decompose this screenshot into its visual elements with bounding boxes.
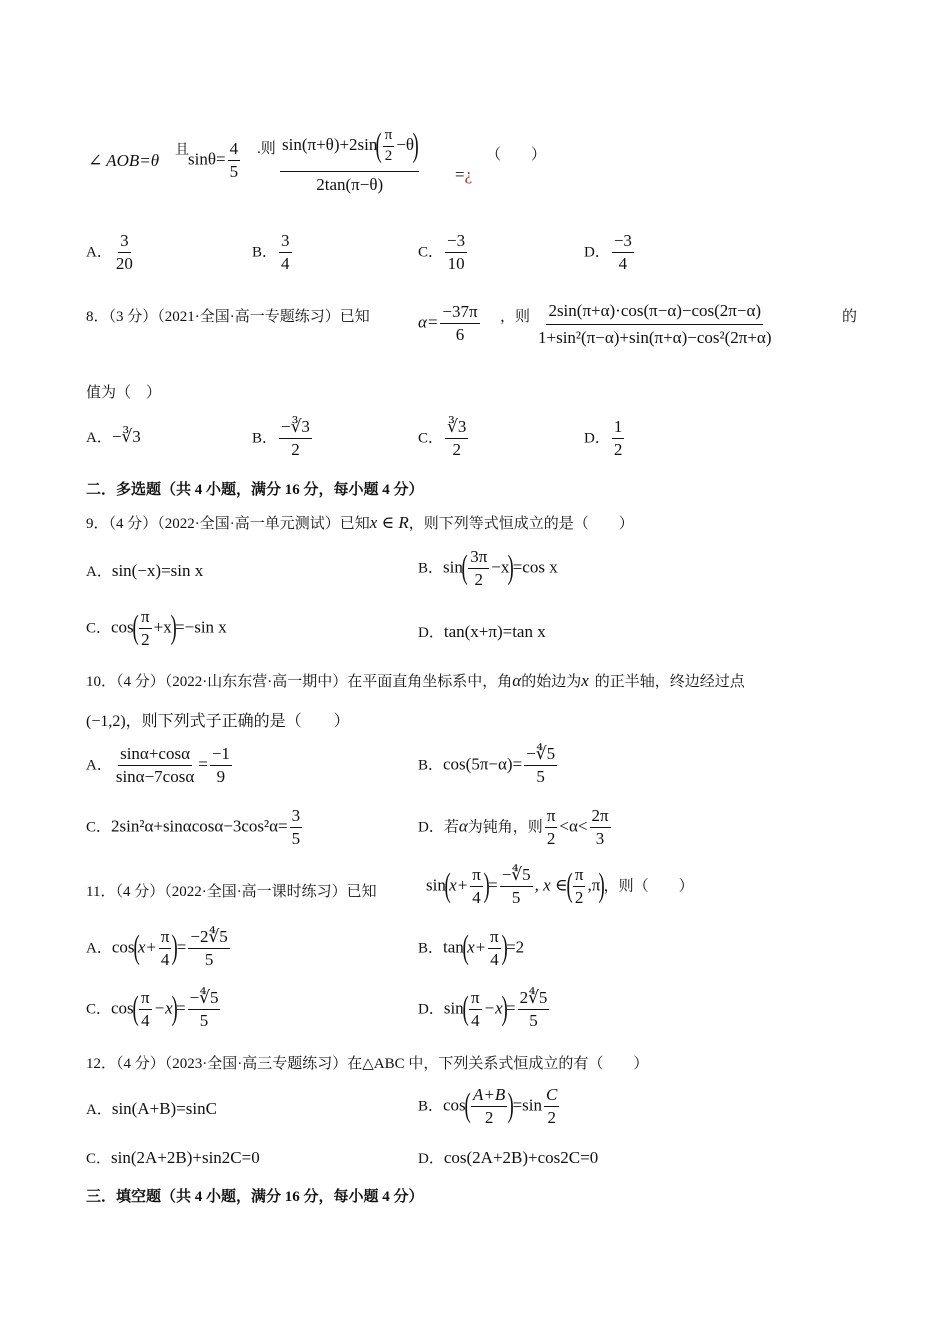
q12-b-den: 2 (484, 1107, 494, 1127)
q12-d-expr: cos(2A+2B)+cos2C=0 (443, 1148, 599, 1167)
q11-c-anum: π (139, 989, 152, 1010)
q11-b-label: B． (418, 940, 444, 957)
q11-a-eq: = (176, 937, 187, 957)
q7-eq (455, 166, 472, 183)
q7-b-label: B． (252, 244, 278, 261)
q8-a-label: A． (86, 430, 112, 446)
q10-c-den: 5 (291, 828, 301, 848)
q9-c-rhs: =−sin x (175, 617, 227, 637)
q11-d-arg: −x (483, 998, 503, 1018)
q7-inner-num: π (383, 128, 395, 147)
q11-eq: = (488, 875, 498, 895)
q8-alpha (418, 303, 482, 344)
q11-a-arg: x+ (137, 937, 157, 957)
q8-b-den: 2 (291, 439, 300, 459)
q7-ze: .则 (257, 141, 276, 157)
q11-c-eq: = (175, 998, 186, 1018)
q7-a-label: A． (86, 244, 112, 261)
q8-alpha-den: 6 (455, 324, 465, 344)
q11-option-c[interactable]: C．cos( $\frac{\pi}{4}$ −x)= $\frac{-∜5}{5}$ (86, 988, 219, 1030)
q9-d-expr: tan(x+π)=tan x (443, 622, 546, 641)
q8-d-label: D． (584, 430, 610, 447)
q7-option-b[interactable] (252, 232, 294, 273)
q10-d-rnum: 2π (590, 807, 611, 828)
q7-a-num: 3 (118, 232, 131, 253)
q8-option-c[interactable] (418, 418, 470, 459)
q11-option-a[interactable]: A．cos(x+ $\frac{\pi}{4}$ )= $\frac{-2∜5}{5}$ (86, 927, 228, 969)
q10-tail: 的正半轴，终边经过点 (594, 674, 745, 690)
q11-arg-num: π (470, 866, 483, 887)
q9-c-post: +x (153, 617, 172, 637)
q9-c-den: 2 (141, 629, 150, 649)
q10-a-num: sinα+cosα (118, 745, 192, 766)
q8-c-label: C． (418, 430, 444, 447)
q9-d-label: D． (418, 625, 444, 641)
q11-c-aden: 4 (141, 1010, 150, 1030)
q7-c-num: −3 (445, 232, 467, 253)
q7-qie: 且 (175, 143, 189, 158)
q8-option-d[interactable] (584, 418, 626, 459)
q11-d-pre: sin (443, 998, 464, 1018)
q10-d-label: D． (418, 819, 444, 836)
q10-option-c[interactable] (86, 807, 304, 848)
q8-frac-num: 2sin(π+α)·cos(π−α)−cos(2π−α) (546, 302, 763, 325)
q11-int-den: 2 (574, 887, 584, 907)
q7-paren: （ ） (486, 147, 547, 163)
q9-c-pre: cos (111, 617, 134, 637)
q7-d-label: D． (584, 244, 610, 261)
q8-d-num: 1 (612, 418, 625, 439)
q7-angle: ∠ AOB=θ (88, 151, 160, 170)
q10-option-b[interactable] (418, 745, 559, 786)
q7-c-den: 10 (447, 253, 465, 273)
q10-option-a[interactable] (86, 745, 234, 786)
q9-b-label: B． (418, 560, 444, 577)
q9-option-c[interactable]: C．cos( $\frac{\pi}{2}$ +x)=−sin x (86, 607, 227, 649)
q9-b-pre: sin (443, 557, 463, 577)
q9-b-den: 2 (474, 569, 483, 589)
q8-de: 的 (842, 309, 858, 325)
q10-b-lhs: cos(5π−α)= (443, 754, 523, 774)
q10-d-mid: 为钝角，则 (467, 819, 543, 836)
q8-option-a[interactable] (86, 428, 141, 446)
q10-d-ineq: <α< (559, 816, 588, 836)
q7-sin-den: 5 (229, 161, 239, 181)
q11-a-label: A． (86, 940, 112, 957)
q12-option-d[interactable] (418, 1149, 598, 1167)
q7-b-den: 4 (281, 253, 290, 273)
q7-d-den: 4 (618, 253, 628, 273)
q8-alpha-num: −37π (440, 303, 479, 324)
q9-b-num: 3π (468, 548, 489, 569)
q10-b-den: 5 (536, 766, 545, 786)
q11-option-b[interactable]: B．tan(x+ $\frac{\pi}{4}$ )=2 (418, 927, 525, 969)
q12-b-label: B． (418, 1098, 444, 1115)
q11-a-num: −2∜5 (188, 928, 229, 949)
q7-garbled-char: ¿ (464, 165, 473, 184)
q7-stem (88, 152, 159, 169)
q8-frac-den: 1+sin²(π−α)+sin(π+α)−cos²(2π+α) (538, 327, 772, 347)
q11-condition: sin(x+ $\frac{\pi}{4}$ )= $\frac{-∜5}{5}$ , x ∈( $\frac{\pi}{2}$ ,π)，则（ ） (426, 865, 694, 907)
q11-a-den: 5 (204, 949, 214, 969)
q7-option-d[interactable] (584, 232, 636, 273)
q11-a-pre: cos (111, 937, 135, 957)
q11-d-eq: = (505, 998, 516, 1018)
q7-a-den: 20 (115, 253, 133, 273)
q8-main-fraction (534, 302, 776, 347)
q11-b-aden: 4 (490, 949, 499, 969)
q11-sin: sin (426, 875, 446, 895)
q10-d-alpha: α (458, 816, 468, 836)
q9-a-label: A． (86, 564, 112, 580)
q11-b-arg: x+ (467, 937, 487, 957)
q9-cond: x ∈ R (369, 513, 409, 532)
q8-tail: 值为（ ） (86, 385, 162, 401)
q10-a-eq: = (198, 754, 208, 774)
q10-head-text: 10．（4 分）（2022·山东东营·高一期中）在平面直角坐标系中，角 (86, 674, 513, 690)
q10-head (86, 670, 745, 691)
q7-option-c[interactable] (418, 232, 469, 273)
q11-tail: ，则（ ） (603, 878, 694, 895)
q10-a-label: A． (86, 757, 112, 774)
q11-arg-x: x+ (449, 875, 469, 895)
q10-b-num: −∜5 (524, 745, 557, 766)
q8-d-den: 2 (613, 439, 623, 459)
q8-head: 8．（3 分）（2021·全国·高一专题练习）已知 (86, 309, 370, 325)
q7-sin-theta-text: sinθ= (188, 149, 226, 169)
section-3-heading: 三．填空题（共 4 小题，满分 16 分，每小题 4 分） (86, 1189, 424, 1205)
q11-a-aden: 4 (160, 949, 170, 969)
q8-b-label: B． (252, 430, 278, 447)
q11-head: 11．（4 分）（2022·全国·高一课时练习）已知 (86, 884, 377, 900)
q8-c-num: ∛3 (445, 418, 468, 439)
q11-rden: 5 (511, 887, 521, 907)
q12-b-rden: 2 (547, 1107, 556, 1127)
q9-option-a[interactable] (86, 562, 203, 580)
q10-d-lnum: π (545, 807, 558, 828)
q12-c-label: C． (86, 1151, 112, 1167)
q11-d-num: 2∜5 (518, 989, 550, 1010)
q11-b-pre: tan (443, 937, 464, 957)
q12-head: 12．（4 分）（2023·全国·高三专题练习）在△ABC 中，下列关系式恒成立的有（ ） (86, 1056, 649, 1072)
q11-b-anum: π (488, 928, 501, 949)
q10-line2: (−1,2)，则下列式子正确的是（ ） (86, 713, 350, 730)
q9-b-post: −x (491, 557, 510, 577)
q11-int-tail: ,π (587, 875, 601, 895)
q9-c-num: π (139, 608, 152, 629)
q12-c-expr: sin(2A+2B)+sin2C=0 (111, 1148, 260, 1167)
q7-main-fraction (278, 128, 421, 193)
q12-a-expr: sin(A+B)=sinC (111, 1099, 217, 1118)
q10-a-den: sinα−7cosα (115, 766, 195, 786)
q10-option-d[interactable] (418, 807, 613, 848)
q7-b-num: 3 (279, 232, 292, 253)
q11-c-label: C． (86, 1001, 112, 1018)
q11-c-pre: cos (111, 998, 134, 1018)
q11-xin: , x ∈ (534, 875, 568, 895)
q9-b-rhs: =cos x (512, 557, 558, 577)
q11-c-num: −∜5 (188, 989, 221, 1010)
q7-d-num: −3 (612, 232, 634, 253)
q11-d-aden: 4 (471, 1010, 480, 1030)
q9-head (86, 512, 634, 533)
q12-d-label: D． (418, 1151, 444, 1167)
q9-option-d[interactable] (418, 623, 546, 641)
q9-a-expr: sin(−x)=sin x (111, 561, 204, 580)
q9-option-b[interactable]: B．sin( $\frac{3\pi}{2}$ −x)=cos x (418, 547, 558, 589)
q7-inner-den: 2 (384, 147, 393, 164)
q9-tail: ，则下列等式恒成立的是（ ） (408, 516, 634, 532)
q10-mid: 的始边为 (521, 674, 582, 690)
q7-main-den: 2tan(π−θ) (316, 174, 384, 194)
section-2-heading: 二．多选题（共 4 小题，满分 16 分，每小题 4 分） (86, 482, 424, 498)
q10-x: x (581, 671, 589, 690)
q11-b-rhs: =2 (506, 937, 525, 957)
q7-c-label: C． (418, 244, 444, 261)
q7-sin-theta (188, 140, 242, 181)
q11-c-den: 5 (199, 1010, 209, 1030)
q7-option-a[interactable] (86, 232, 137, 273)
q11-option-d[interactable]: D．sin( $\frac{\pi}{4}$ −x)= $\frac{2∜5}{5}$ (418, 988, 548, 1030)
q10-a-rnum: −1 (210, 745, 232, 766)
q11-a-anum: π (159, 928, 172, 949)
q8-c-den: 2 (452, 439, 461, 459)
q11-d-den: 5 (529, 1010, 538, 1030)
q11-d-label: D． (418, 1001, 444, 1018)
q10-alpha: α (512, 671, 522, 690)
q7-eq-sign: = (455, 165, 465, 184)
q7-inner-rest: −θ (396, 135, 415, 155)
q12-b-pre: cos (443, 1095, 466, 1115)
q10-d-rden: 3 (595, 828, 605, 848)
q9-head-text: 9．（4 分）（2022·全国·高一单元测试）已知 (86, 516, 370, 532)
q10-c-lhs: 2sin²α+sinαcosα−3cos²α= (111, 816, 288, 836)
q8-a-expr: −∛3 (111, 427, 141, 446)
q8-b-num: −∛3 (279, 418, 312, 439)
q7-num-expr: sin(π+θ)+2sin (282, 135, 378, 155)
q10-d-lden: 2 (546, 828, 556, 848)
q8-alpha-eq: α= (418, 312, 439, 332)
q10-c-label: C． (86, 819, 112, 836)
q7-main-num: sin(π+θ)+2sin( $\frac{\pi}{2}$ −θ) (280, 128, 419, 172)
q12-b-num: A+B (471, 1086, 507, 1107)
q11-d-anum: π (469, 989, 482, 1010)
q11-c-arg: −x (153, 998, 173, 1018)
q10-c-num: 3 (290, 807, 303, 828)
q12-a-label: A． (86, 1102, 112, 1118)
q10-b-label: B． (418, 757, 444, 774)
q12-option-b[interactable]: B．cos( $\frac{A+B}{2}$ )=sin $\frac{C}{2}$ (418, 1085, 558, 1127)
q11-arg-den: 4 (472, 887, 481, 907)
q12-option-c[interactable] (86, 1149, 260, 1167)
q12-b-rnum: C (544, 1086, 559, 1107)
q11-int-num: π (573, 866, 586, 887)
q8-option-b[interactable] (252, 418, 314, 459)
q9-c-label: C． (86, 620, 112, 637)
q10-d-pre: 若 (443, 819, 459, 836)
q11-rnum: −∜5 (500, 866, 533, 887)
q8-ze: ，则 (500, 309, 531, 325)
q7-sin-num: 4 (228, 140, 241, 161)
q12-option-a[interactable] (86, 1100, 217, 1118)
q10-a-rden: 9 (216, 766, 226, 786)
q12-b-eq: =sin (512, 1095, 543, 1115)
